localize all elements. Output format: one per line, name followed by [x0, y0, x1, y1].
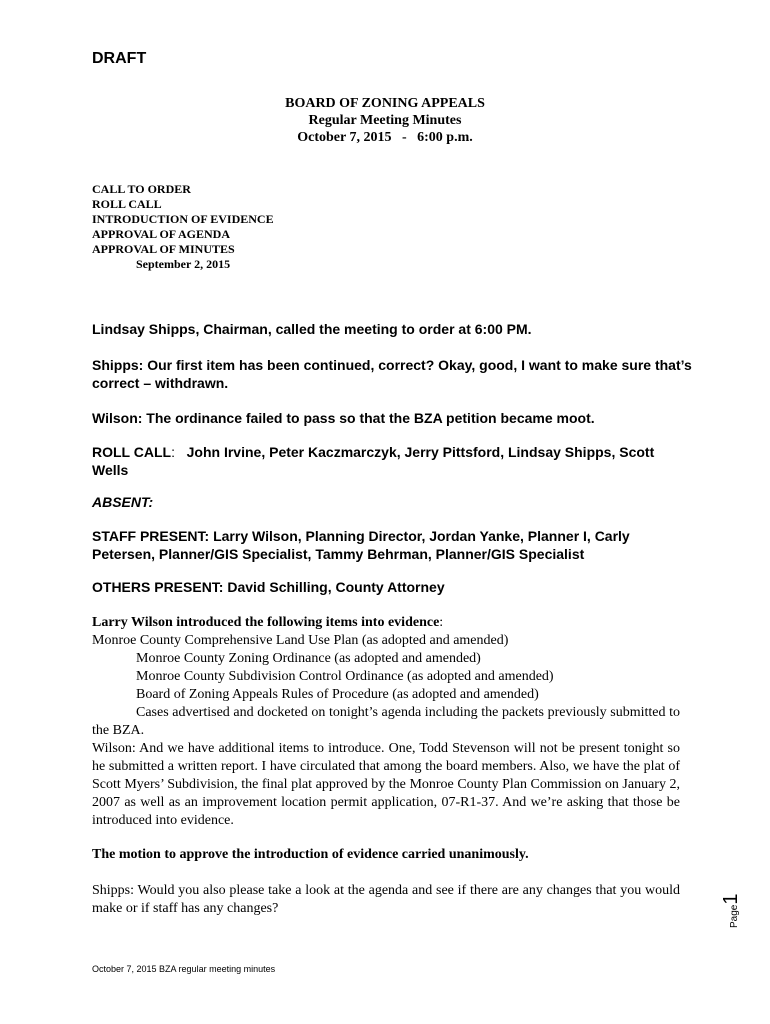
evidence-item: Cases advertised and docketed on tonight’s agenda including the packets previously submitted to the BZA. — [92, 705, 680, 738]
others-present: OTHERS PRESENT: David Schilling, County Attorney — [92, 579, 445, 595]
page-number-value: 1 — [720, 893, 742, 905]
shipps-closing: Shipps: Would you also please take a look at the agenda and see if there are any changes that you would make or if staff has any changes? — [92, 883, 680, 916]
roll-call-colon: : — [171, 444, 175, 460]
page-word: Page — [729, 904, 740, 928]
evidence-title: Larry Wilson introduced the following items into evidence — [92, 615, 440, 630]
staff-present: STAFF PRESENT: Larry Wilson, Planning Director, Jordan Yanke, Planner I, Carly Petersen, Planner/GIS Specialist, Tammy Behrman, Planner/GIS Specialist — [92, 528, 630, 562]
page-number — [712, 880, 752, 940]
evidence-colon: : — [439, 615, 444, 630]
wilson-ordinance: Wilson: The ordinance failed to pass so that the BZA petition became moot. — [92, 410, 595, 426]
agenda-item: CALL TO ORDER — [92, 182, 191, 196]
roll-call — [92, 443, 692, 479]
agenda-list — [92, 182, 274, 272]
draft-label: DRAFT — [92, 50, 147, 67]
meeting-date: October 7, 2015 - 6:00 p.m. — [297, 130, 473, 145]
evidence-item: Monroe County Subdivision Control Ordinance (as adopted and amended) — [136, 669, 554, 684]
evidence-item: Monroe County Zoning Ordinance (as adopted and amended) — [136, 651, 481, 666]
agenda-item: APPROVAL OF AGENDA — [92, 227, 231, 241]
shipps-first-item: Shipps: Our first item has been continued, correct? Okay, good, I want to make sure that’s correct – withdrawn. — [92, 357, 692, 391]
roll-call-label: ROLL CALL — [92, 444, 172, 460]
agenda-item: INTRODUCTION OF EVIDENCE — [92, 212, 274, 226]
evidence-item: Monroe County Comprehensive Land Use Plan (as adopted and amended) — [92, 633, 509, 648]
absent-label: ABSENT: — [92, 494, 154, 510]
evidence-section — [92, 614, 680, 830]
call-to-order-text: Lindsay Shipps, Chairman, called the meeting to order at 6:00 PM. — [92, 321, 532, 337]
document-header — [0, 95, 770, 146]
page-footer: October 7, 2015 BZA regular meeting minutes — [92, 964, 276, 974]
minutes-date: September 2, 2015 — [136, 257, 231, 271]
roll-call-members: John Irvine, Peter Kaczmarczyk, Jerry Pittsford, Lindsay Shipps, Scott Wells — [92, 444, 655, 478]
wilson-statement: Wilson: And we have additional items to introduce. One, Todd Stevenson will not be present tonight so he submitted a written report. I have circulated that among the board members. Also, we have the plat of Scott Myers’ Subdivision, the final plat approved by the Monroe County Plan Commission on January 2, 2007 as well as an improvement location permit application, 07-R1-37. And we’re asking that those be introduced into evidence. — [92, 741, 680, 828]
board-title: BOARD OF ZONING APPEALS — [285, 96, 485, 111]
evidence-item: Board of Zoning Appeals Rules of Procedure (as adopted and amended) — [136, 687, 539, 702]
meeting-subtitle: Regular Meeting Minutes — [308, 113, 462, 128]
agenda-item: ROLL CALL — [92, 197, 162, 211]
motion-text: The motion to approve the introduction of evidence carried unanimously. — [92, 847, 529, 862]
agenda-item: APPROVAL OF MINUTES — [92, 242, 235, 256]
